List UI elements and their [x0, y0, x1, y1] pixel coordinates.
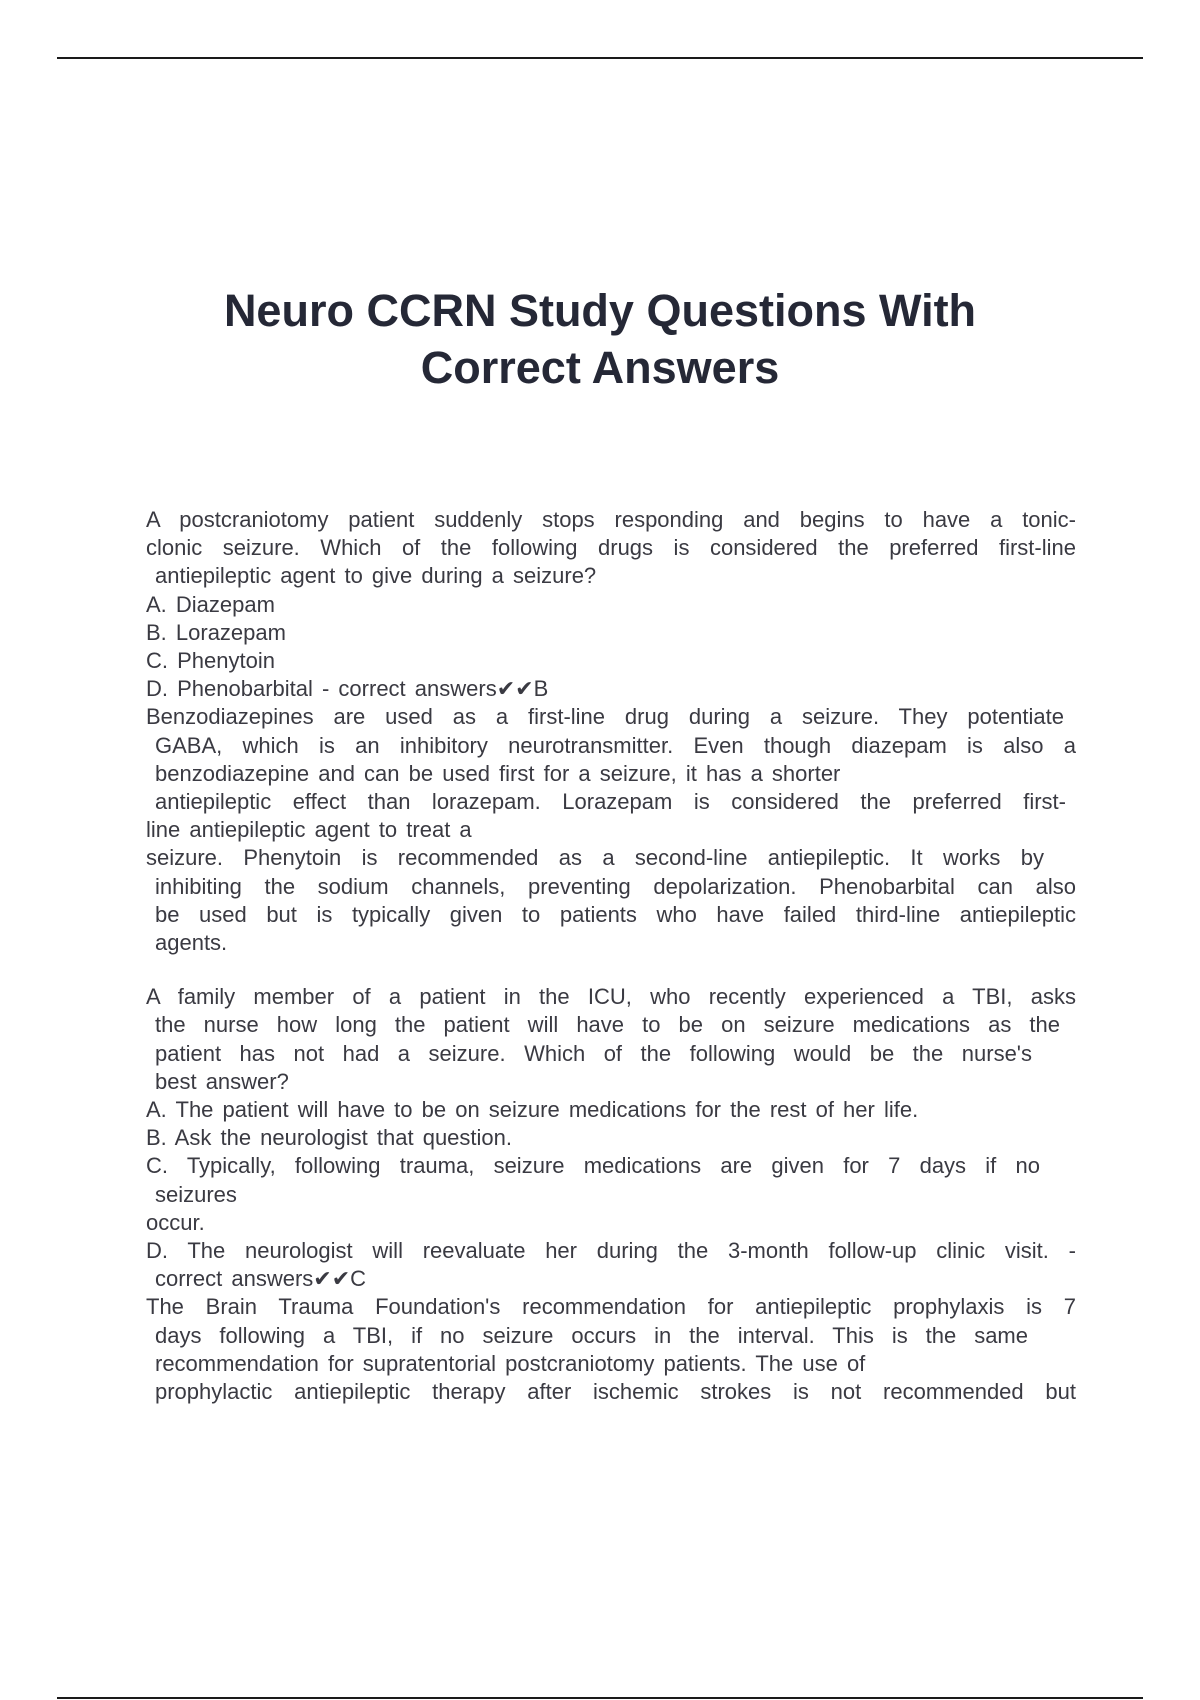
option-b: B. Ask the neurologist that question. [146, 1125, 513, 1151]
option-a: A. Diazepam [146, 591, 275, 617]
question-2-options [146, 1096, 1076, 1293]
option-c-continued: occur. [146, 1209, 205, 1235]
stem-line: antiepileptic agent to give during a seizure? [155, 563, 597, 589]
option-a: A. The patient will have to be on seizure medications for the rest of her life. [146, 1097, 919, 1123]
explanation-line: prophylactic antiepileptic therapy after ischemic strokes is not recommended but [155, 1379, 1076, 1405]
option-c: C. Typically, following trauma, seizure medications are given for 7 days if no [146, 1153, 1040, 1179]
explanation-line: line antiepileptic agent to treat a [146, 817, 472, 843]
option-c: C. Phenytoin [146, 648, 275, 674]
explanation-line: agents. [155, 930, 228, 956]
document-title [100, 282, 1100, 396]
stem-line: patient has not had a seizure. Which of the following would be the nurse's [155, 1040, 1032, 1066]
option-c-continued: seizures [155, 1181, 237, 1207]
footer-rule [57, 1697, 1143, 1699]
document-body [146, 506, 1076, 1406]
option-b: B. Lorazepam [146, 619, 286, 645]
question-1-stem [146, 506, 1076, 591]
explanation-line: seizure. Phenytoin is recommended as a second-line antiepileptic. It works by [146, 845, 1044, 871]
header-rule [57, 57, 1143, 59]
title-line-2: Correct Answers [420, 342, 780, 393]
question-1-explanation [146, 703, 1076, 957]
explanation-line: antiepileptic effect than lorazepam. Lorazepam is considered the preferred first- [155, 789, 1066, 815]
option-d-with-answer: D. Phenobarbital - correct answers✔✔B [146, 676, 549, 702]
explanation-line: inhibiting the sodium channels, preventing depolarization. Phenobarbital can also [155, 873, 1076, 899]
explanation-line: days following a TBI, if no seizure occurs in the interval. This is the same [155, 1322, 1028, 1348]
explanation-line: The Brain Trauma Foundation's recommendation for antiepileptic prophylaxis is 7 [146, 1294, 1076, 1320]
question-2 [146, 983, 1076, 1406]
answer-key: correct answers✔✔C [155, 1266, 367, 1292]
stem-line: clonic seizure. Which of the following drugs is considered the preferred first-line [146, 535, 1076, 561]
explanation-line: GABA, which is an inhibitory neurotransmitter. Even though diazepam is also a [155, 732, 1076, 758]
stem-line: best answer? [155, 1068, 289, 1094]
explanation-line: benzodiazepine and can be used first for a seizure, it has a shorter [155, 760, 841, 786]
explanation-line: be used but is typically given to patients who have failed third-line antiepileptic [155, 901, 1076, 927]
question-2-stem [146, 983, 1076, 1096]
explanation-line: Benzodiazepines are used as a first-line drug during a seizure. They potentiate [146, 704, 1064, 730]
stem-line: A family member of a patient in the ICU, who recently experienced a TBI, asks [146, 984, 1076, 1010]
question-1 [146, 506, 1076, 957]
section-spacer [146, 957, 1076, 983]
question-2-explanation [146, 1293, 1076, 1406]
stem-line: the nurse how long the patient will have to be on seizure medications as the [155, 1012, 1060, 1038]
option-d: D. The neurologist will reevaluate her during the 3-month follow-up clinic visit. - [146, 1238, 1076, 1264]
question-1-options [146, 591, 1076, 704]
stem-line: A postcraniotomy patient suddenly stops responding and begins to have a tonic- [146, 507, 1076, 532]
explanation-line: recommendation for supratentorial postcraniotomy patients. The use of [155, 1350, 866, 1376]
title-line-1: Neuro CCRN Study Questions With [223, 285, 977, 336]
